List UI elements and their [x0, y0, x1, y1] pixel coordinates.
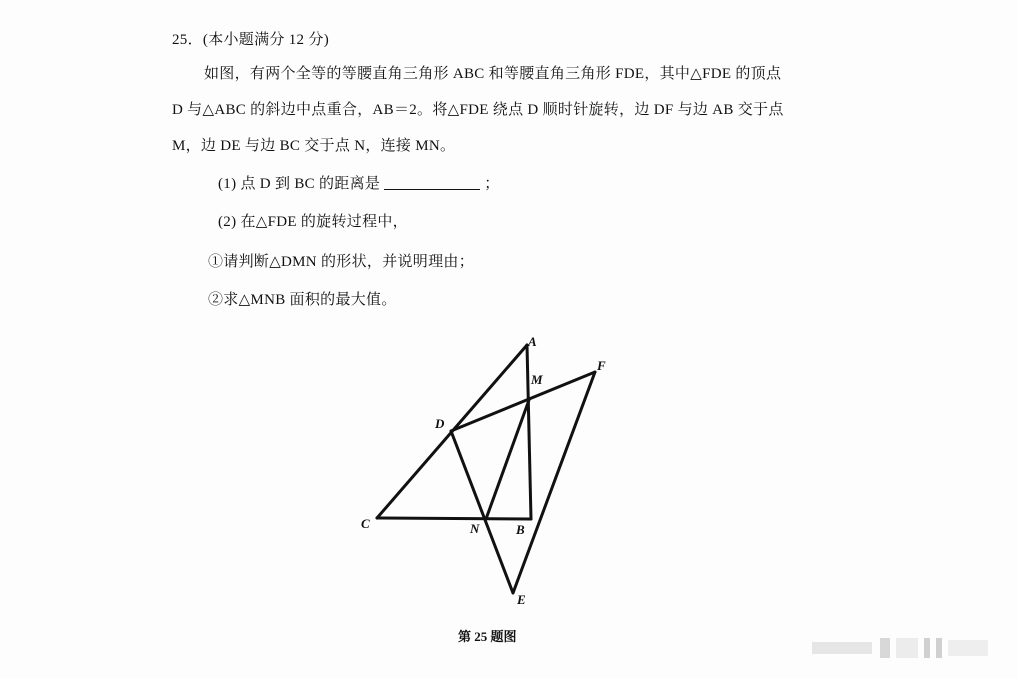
question-2-part-2: ②求△MNB 面积的最大值。 [208, 292, 397, 308]
label-f: F [597, 358, 606, 373]
problem-body-line-1: 如图，有两个全等的等腰直角三角形 ABC 和等腰直角三角形 FDE，其中△FDE 的顶点 [204, 66, 782, 82]
segment-fe [513, 372, 595, 593]
label-n: N [470, 521, 480, 536]
label-a: A [528, 334, 537, 349]
problem-body-line-3: M，边 DE 与边 BC 交于点 N，连接 MN。 [172, 138, 456, 154]
label-e: E [517, 592, 526, 607]
question-1-text: (1) 点 D 到 BC 的距离是 [218, 176, 381, 192]
question-2-part-1: ①请判断△DMN 的形状，并说明理由； [208, 254, 474, 270]
label-m: M [531, 372, 543, 387]
label-b: B [516, 522, 525, 537]
segment-de [451, 431, 513, 593]
figure-caption: 第 25 题图 [458, 629, 517, 644]
problem-header: 25．(本小题满分 12 分) [172, 32, 329, 48]
segment-mn [486, 400, 529, 519]
question-2: (2) 在△FDE 的旋转过程中， [218, 214, 408, 230]
segment-cb [377, 518, 531, 519]
problem-body-line-2: D 与△ABC 的斜边中点重合，AB＝2。将△FDE 绕点 D 顺时针旋转，边 DF 与边 AB 交于点 [172, 102, 784, 118]
label-c: C [361, 516, 370, 531]
question-1-suffix: ； [484, 176, 500, 192]
label-d: D [435, 416, 445, 431]
segment-df [451, 372, 595, 431]
watermark-logo [812, 636, 1002, 662]
